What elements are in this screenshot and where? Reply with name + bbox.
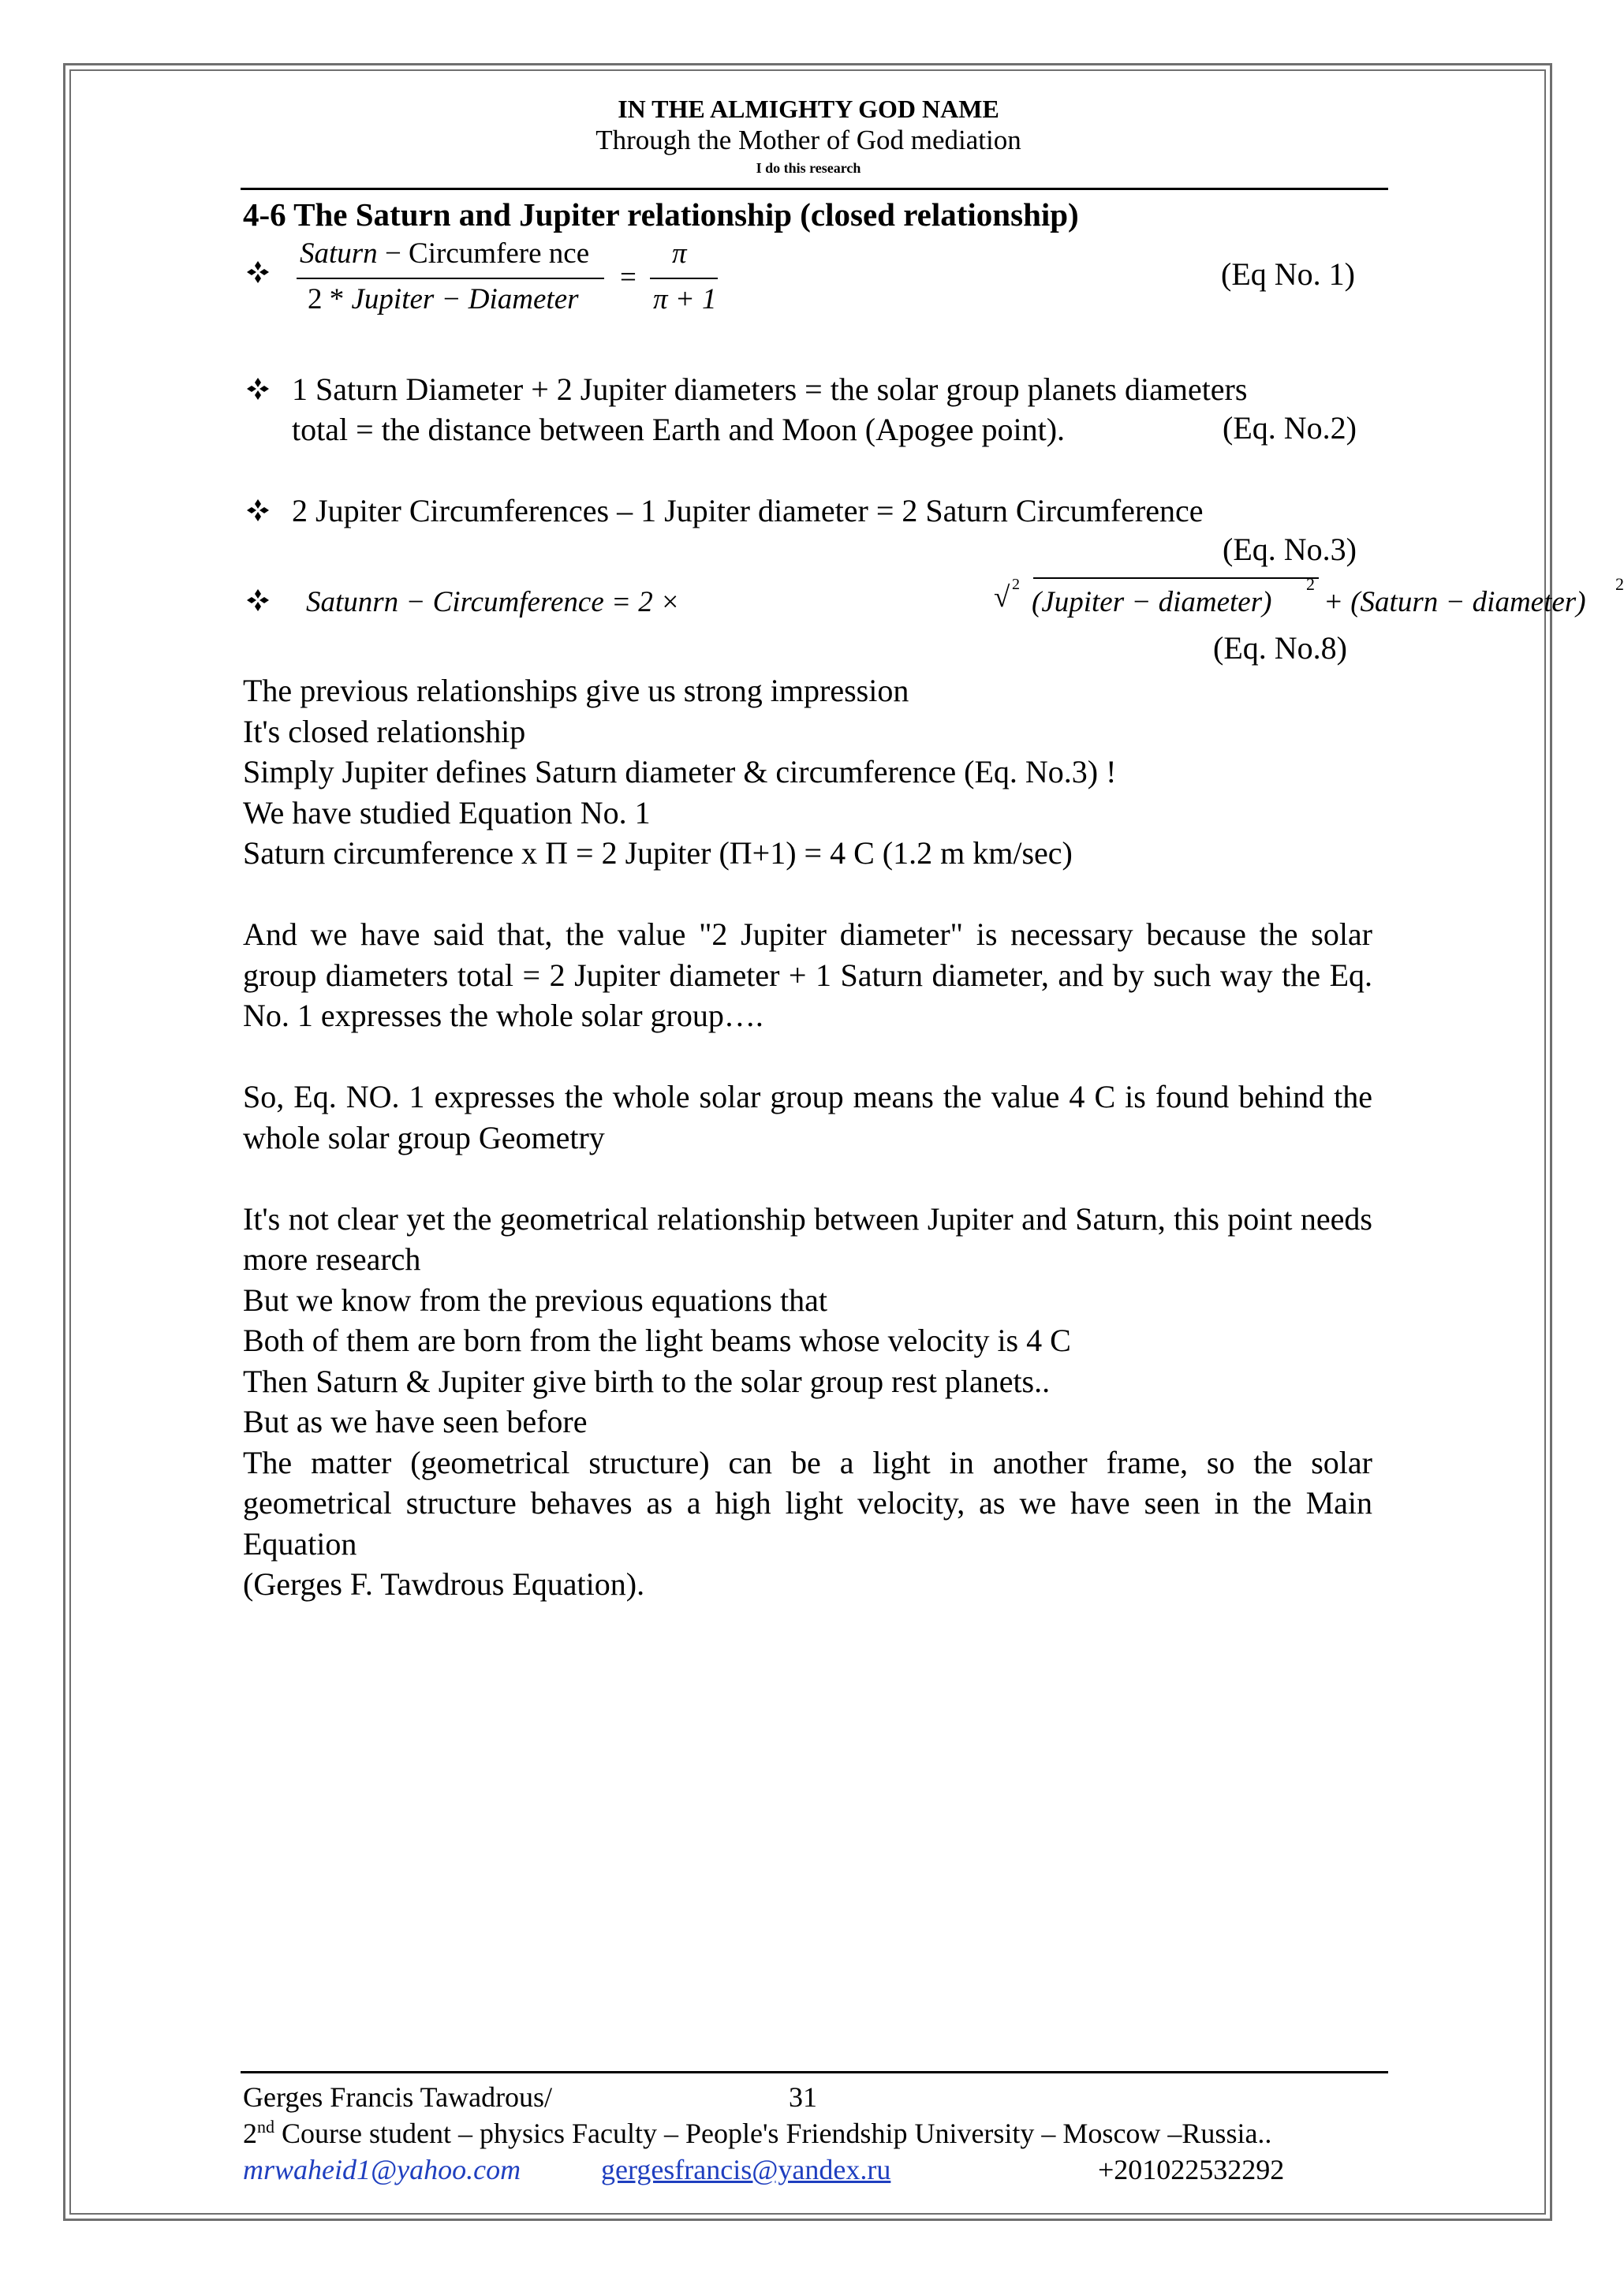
eq1-rhs-fraction-bar (650, 278, 718, 279)
body-line: Simply Jupiter defines Saturn diameter & circumference (Eq. No.3) ! (243, 754, 1117, 789)
eq2-ref: (Eq. No.2) (1223, 410, 1357, 446)
eq8-term-2: + (Saturn − diameter) (1323, 586, 1586, 618)
email-link-yandex[interactable]: gergesfrancis@yandex.ru (601, 2154, 891, 2185)
body-line: But as we have seen before (243, 1404, 588, 1439)
section-heading: 4-6 The Saturn and Jupiter relationship (closed relationship) (243, 196, 1079, 233)
body-paragraph: The matter (geometrical structure) can be a light in another frame, so the solar geometrical structure behaves as a high light velocity, as we have seen in the Main Equation (243, 1444, 1372, 1562)
diamond-bullet-icon (246, 588, 270, 618)
diamond-bullet-icon (246, 260, 270, 289)
eq1-rhs-numerator: π (672, 237, 687, 270)
eq8-lhs: Satunrn − Circumference = 2 × (306, 586, 680, 618)
equation-2-line-1: 1 Saturn Diameter + 2 Jupiter diameters = the solar group planets diameters (292, 371, 1248, 407)
footer-phone: +201022532292 (1098, 2154, 1285, 2185)
eq1-numerator-rest: − Circumfere nce (377, 237, 590, 270)
course-superscript: nd (257, 2117, 274, 2137)
footer-author: Gerges Francis Tawadrous/ (243, 2081, 553, 2113)
body-line: (Gerges F. Tawdrous Equation). (243, 1566, 645, 1602)
eq8-ref: (Eq. No.8) (1213, 630, 1347, 666)
eq3-ref: (Eq. No.3) (1223, 532, 1357, 567)
body-line: But we know from the previous equations that (243, 1282, 827, 1318)
body-paragraph: So, Eq. NO. 1 expresses the whole solar group means the value 4 C is found behind the whole solar group Geometry (243, 1079, 1372, 1155)
eq1-denominator-pre: 2 * (308, 283, 352, 315)
eq8-exponent-2: 2 (1615, 574, 1624, 594)
email-link-yahoo[interactable]: mrwaheid1@yahoo.com (243, 2154, 521, 2185)
equation-3-text: 2 Jupiter Circumferences – 1 Jupiter diameter = 2 Saturn Circumference (292, 493, 1204, 528)
eq1-equals: = (620, 261, 637, 293)
eq8-root-index: 2 (1012, 576, 1020, 593)
equation-2-line-2: total = the distance between Earth and Moon (Apogee point). (292, 412, 1066, 447)
body-line: Saturn circumference x Π = 2 Jupiter (Π+1) = 4 C (1.2 m km/sec) (243, 835, 1073, 871)
footer-course (243, 2117, 1271, 2150)
body-paragraph: It's not clear yet the geometrical relationship between Jupiter and Saturn, this point needs more research (243, 1200, 1372, 1277)
equation-8-formula (306, 569, 1624, 625)
page-number: 31 (789, 2081, 817, 2113)
body-line: Then Saturn & Jupiter give birth to the solar group rest planets.. (243, 1363, 1051, 1399)
eq1-fraction-bar (297, 278, 604, 279)
footer-rule (241, 2071, 1388, 2073)
course-number: 2 (243, 2118, 257, 2149)
eq8-term-1: (Jupiter − diameter) (1032, 586, 1272, 618)
header-rule (241, 188, 1388, 190)
eq8-root-bar (1033, 577, 1319, 579)
body-paragraph: And we have said that, the value "2 Jupiter diameter" is necessary because the solar group diameters total = 2 Jupiter diameter + 1 Saturn diameter, and by such way the Eq. No. 1 expresses the whole solar group…. (243, 916, 1372, 1033)
header-title: IN THE ALMIGHTY GOD NAME (618, 95, 999, 123)
header-subtitle: Through the Mother of God mediation (595, 125, 1021, 155)
body-line: It's closed relationship (243, 713, 526, 749)
body-line: The previous relationships give us strong impression (243, 673, 909, 708)
body-text (243, 670, 1372, 1605)
diamond-bullet-icon (246, 498, 270, 528)
eq8-root-symbol: √ (994, 581, 1010, 614)
eq1-rhs-denominator: π + 1 (653, 283, 717, 315)
equation-1-formula (297, 237, 722, 323)
eq1-denominator-italic: Jupiter − Diameter (351, 283, 579, 315)
header-small-text: I do this research (756, 160, 861, 176)
body-line: We have studied Equation No. 1 (243, 794, 651, 830)
eq1-numerator-italic: Saturn (300, 237, 378, 270)
diamond-bullet-icon (246, 377, 270, 406)
course-text: Course student – physics Faculty – People's Friendship University – Moscow –Russia.. (274, 2118, 1272, 2149)
body-line: Both of them are born from the light beams whose velocity is 4 C (243, 1323, 1071, 1358)
eq8-exponent-1: 2 (1306, 574, 1315, 594)
eq1-ref: (Eq No. 1) (1221, 256, 1355, 292)
